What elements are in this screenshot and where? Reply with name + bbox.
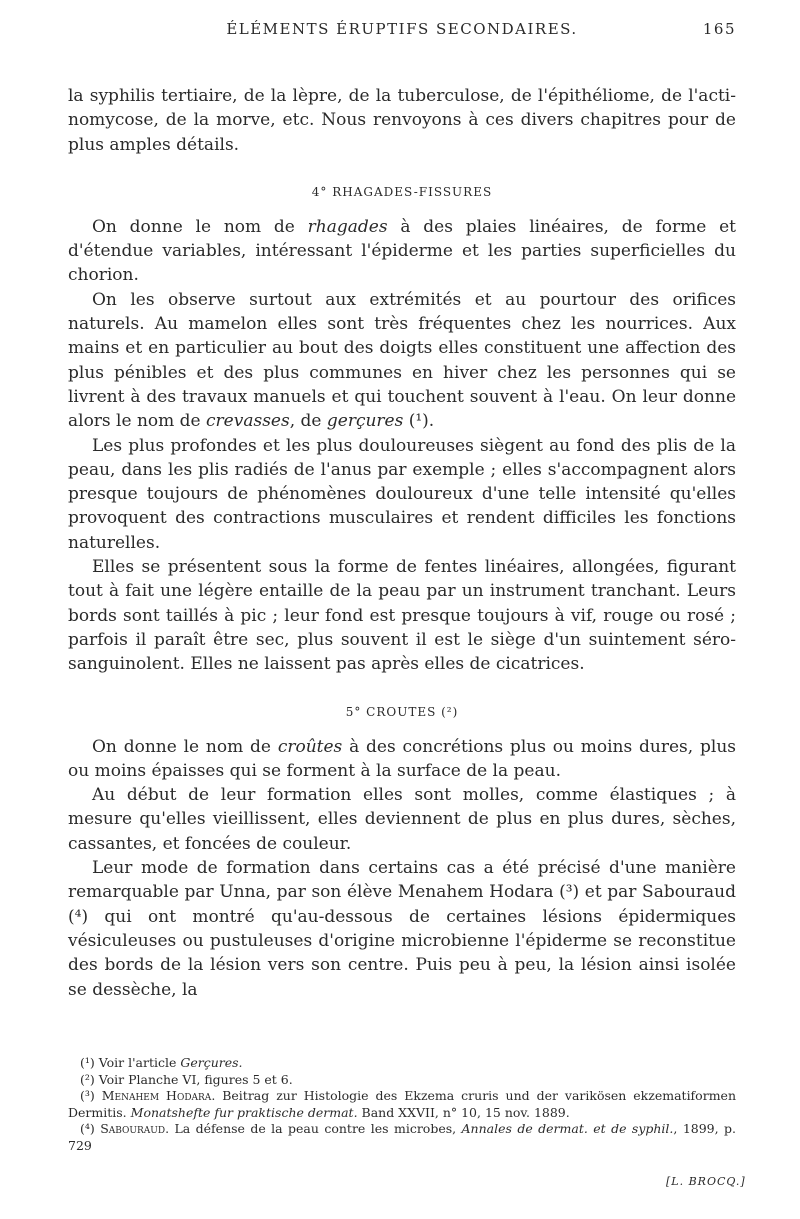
paragraph: On donne le nom de croûtes à des concrétions plus ou moins dures, plus ou moins épaisses qui se forment à la surface de la peau.	[68, 736, 736, 781]
footnote: (³) Menahem Hodara. Beitrag zur Histologie des Ekzema cruris und der varikösen ekzematiformen Dermitis. Monatshefte fur praktische dermat. Band XXVII, n° 10, 15 nov. 1889.	[68, 1088, 736, 1120]
emphasis: rhagades	[307, 216, 388, 237]
author-signature: [L. BROCQ.]	[666, 1175, 746, 1188]
section-heading-rhagades: 4° RHAGADES-FISSURES	[311, 184, 493, 199]
paragraph: Elles se présentent sous la forme de fentes linéaires, allongées, figurant tout à fait une légère entaille de la peau par un instrument tranchant. Leurs bords sont taillés à pic ; leur fond est presque toujours à vif, rouge ou rosé ; parfois il paraît être sec, plus souvent il est le siège d'un suintement séro-sanguinolent. Elles ne laissent pas après elles de cicatrices.	[68, 557, 736, 675]
footnote: (²) Voir Planche VI, figures 5 et 6.	[80, 1071, 293, 1087]
paragraph: Les plus profondes et les plus douloureuses siègent au fond des plis de la peau, dans les plis radiés de l'anus par exemple ; elles s'accompagnent alors presque toujours de phénomènes douloureux d'une telle intensité qu'elles provoquent des contractions musculaires et rendent difficiles les fonctions naturelles.	[68, 435, 736, 553]
paragraph: On les observe surtout aux extrémités et au pourtour des orifices naturels. Au mamelon elles sont très fréquentes chez les nourrices. Aux mains et en particulier au bout des doigts elles constituent une affection des plus pénibles et des plus communes en hiver chez les personnes qui se livrent à des travaux manuels et qui touchent souvent à l'eau. On leur donne alors le nom de crevasses, de gerçures (¹).	[68, 289, 736, 432]
emphasis: crevasses	[206, 411, 290, 432]
paragraph: Au début de leur formation elles sont molles, comme élastiques ; à mesure qu'elles vieillissent, elles deviennent de plus en plus dures, sèches, cassantes, et foncées de couleur.	[68, 785, 736, 854]
paragraph: On donne le nom de rhagades à des plaies linéaires, de forme et d'étendue variables, intéressant l'épiderme et les parties superficielles du chorion.	[68, 216, 736, 286]
paragraph: Leur mode de formation dans certains cas a été précisé d'une manière remarquable par Unna, par son élève Menahem Hodara (³) et par Sabouraud (⁴) qui ont montré qu'au-dessous de certaines lésions épidermiques vésiculeuses ou pustuleuses d'origine microbienne l'épiderme se reconstitue des bords de la lésion vers son centre. Puis peu à peu, la lésion ainsi isolée se dessèche, la	[68, 858, 736, 1000]
running-title: ÉLÉMENTS ÉRUPTIFS SECONDAIRES.	[226, 20, 578, 38]
emphasis: croûtes	[277, 736, 343, 757]
section-heading-croutes: 5° CROUTES (²)	[345, 704, 459, 719]
footnote: (¹) Voir l'article Gerçures.	[80, 1055, 243, 1070]
paragraph: la syphilis tertiaire, de la lèpre, de la tuberculose, de l'épithéliome, de l'actinomycose, de la morve, etc. Nous renvoyons à ces divers chapitres pour de plus amples détails.	[68, 86, 736, 155]
footnotes	[68, 1055, 736, 1155]
page-number: 165	[702, 20, 736, 38]
footnote: (⁴) Sabouraud. La défense de la peau contre les microbes, Annales de dermat. et de syphil., 1899, p. 729	[68, 1121, 736, 1153]
emphasis: gerçures	[326, 411, 404, 432]
running-head	[68, 20, 736, 46]
main-text	[68, 84, 736, 1002]
